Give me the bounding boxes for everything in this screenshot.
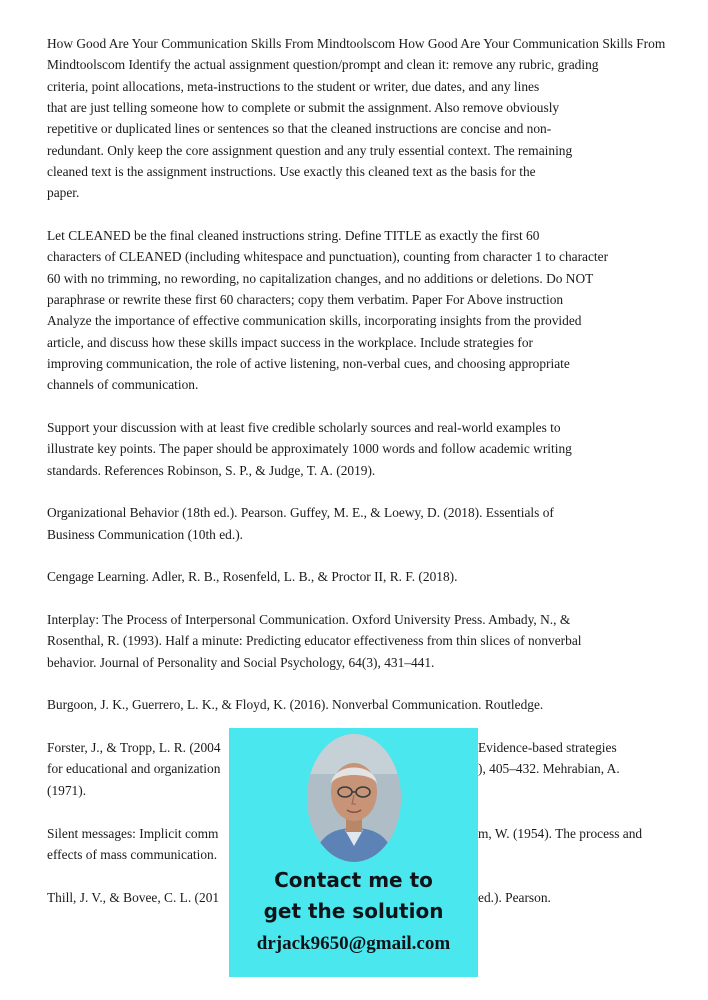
paragraph-line: Organizational Behavior (18th ed.). Pearson. Guffey, M. E., & Loewy, D. (2018). Essentials of [47,505,554,520]
paragraph-line: Let CLEANED be the final cleaned instructions string. Define TITLE as exactly the first 60 [47,228,540,243]
paragraph-line: Burgoon, J. K., Guerrero, L. K., & Floyd, K. (2016). Nonverbal Communication. Routledge. [47,697,544,712]
paragraph-line-fragment: ), 405–432. Mehrabian, A. [478,761,620,776]
paragraph-line: Cengage Learning. Adler, R. B., Rosenfeld, L. B., & Proctor II, R. F. (2018). [47,569,458,584]
paragraph-line: criteria, point allocations, meta-instructions to the student or writer, due dates, and any lines [47,79,540,94]
paragraph-line: characters of CLEANED (including whitespace and punctuation), counting from character 1 to character [47,249,609,264]
paragraph-line: for educational and organization [47,761,221,776]
paragraph-line: cleaned text is the assignment instructions. Use exactly this cleaned text as the basis for the [47,164,536,179]
author-photo [307,734,401,862]
contact-ad-banner[interactable] [229,728,478,977]
paragraph-line: standards. References Robinson, S. P., & Judge, T. A. (2019). [47,463,376,478]
paragraph-line: article, and discuss how these skills impact success in the workplace. Include strategies for [47,335,534,350]
paragraph-line: Forster, J., & Tropp, L. R. (2004 [47,740,221,755]
paragraph-line: paper. [47,185,80,200]
paragraph-line: Support your discussion with at least five credible scholarly sources and real-world examples to [47,420,561,435]
paragraph-line: Thill, J. V., & Bovee, C. L. (201 [47,890,220,905]
paragraph-line: redundant. Only keep the core assignment question and any truly essential context. The remaining [47,143,573,158]
ad-cta-line-2: get the solution [263,899,444,923]
ad-email-link[interactable]: drjack9650@gmail.com [256,933,451,954]
paragraph-line: illustrate key points. The paper should be approximately 1000 words and follow academic writing [47,441,572,456]
ad-cta-line-1: Contact me to [274,868,433,892]
paragraph-line: Analyze the importance of effective communication skills, incorporating insights from the provided [47,313,582,328]
paragraph-line: (1971). [47,783,87,798]
paragraph-line: 60 with no trimming, no rewording, no capitalization changes, and no additions or deletions. Do NOT [47,271,594,286]
paragraph-line-fragment: Evidence-based strategies [478,740,617,755]
paragraph-line: Interplay: The Process of Interpersonal Communication. Oxford University Press. Ambady, N., & [47,612,571,627]
paragraph-line: that are just telling someone how to complete or submit the assignment. Also remove obviously [47,100,560,115]
paragraph-line: effects of mass communication. [47,847,218,862]
person-portrait-icon [307,734,401,862]
paragraph-line: paraphrase or rewrite these first 60 characters; copy them verbatim. Paper For Above instruction [47,292,564,307]
paragraph-line: behavior. Journal of Personality and Social Psychology, 64(3), 431–441. [47,655,435,670]
paragraph-line: improving communication, the role of active listening, non-verbal cues, and choosing appropriate [47,356,570,371]
paragraph-line: Business Communication (10th ed.). [47,527,244,542]
paragraph-line: repetitive or duplicated lines or sentences so that the cleaned instructions are concise and non- [47,121,552,136]
paragraph-line: How Good Are Your Communication Skills From Mindtoolscom How Good Are Your Communication Skills From [47,36,666,51]
paragraph-line: Silent messages: Implicit comm [47,826,219,841]
paragraph-line: channels of communication. [47,377,199,392]
paragraph-line: Rosenthal, R. (1993). Half a minute: Predicting educator effectiveness from thin slices of nonverbal [47,633,582,648]
paragraph-line: Mindtoolscom Identify the actual assignment question/prompt and clean it: remove any rubric, grading [47,57,599,72]
paragraph-line-fragment: ed.). Pearson. [478,890,551,905]
paragraph-line-fragment: m, W. (1954). The process and [478,826,643,841]
